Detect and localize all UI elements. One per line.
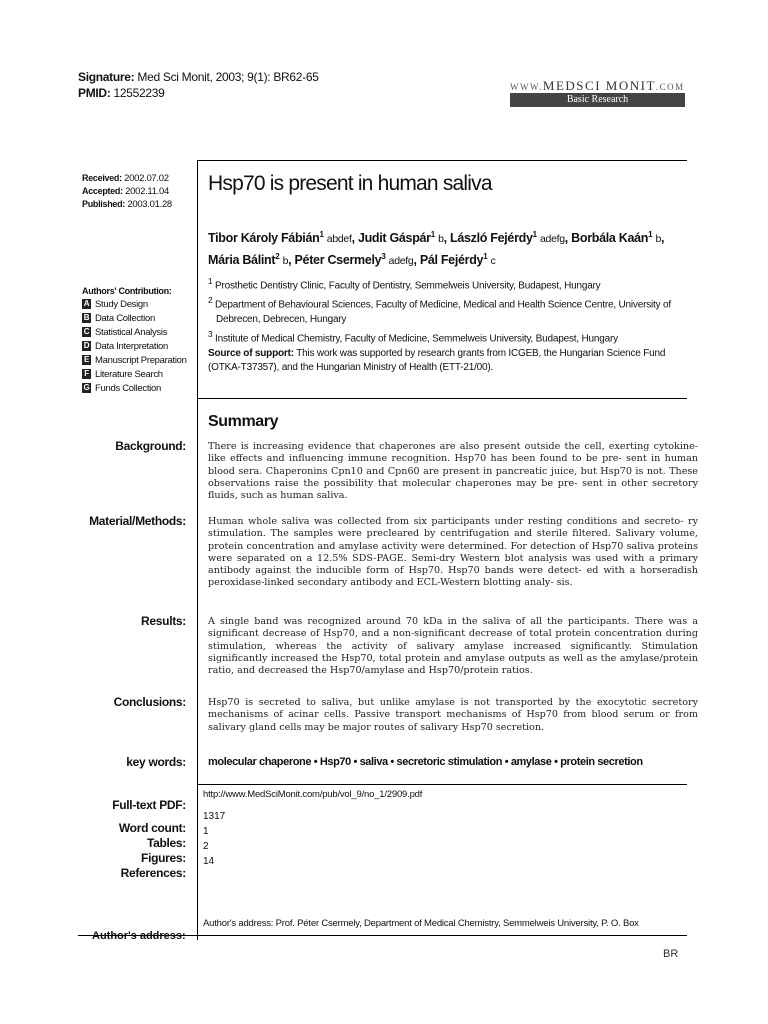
contribution-item — [82, 312, 187, 326]
keywords-label: key words: — [126, 755, 186, 769]
summary-divider — [197, 398, 687, 399]
wordcount-label: Word count: — [118, 821, 186, 835]
contribution-letter: G — [83, 383, 90, 393]
tables-label: Tables: — [146, 836, 186, 850]
summary-heading: Summary — [208, 413, 279, 430]
author-roles: adefg — [388, 255, 414, 268]
keywords-text: molecular chaperone • Hsp70 • saliva • secretoric stimulation • amylase • protein secretion — [208, 756, 643, 768]
contribution-label: Literature Search — [95, 369, 163, 380]
accepted-label: Accepted: — [82, 186, 123, 196]
results-label: Results: — [141, 614, 186, 628]
references-value: 14 — [203, 856, 215, 867]
contribution-label: Data Collection — [95, 313, 155, 324]
contribution-item — [82, 368, 187, 382]
author-affil: 1 — [648, 230, 653, 239]
accepted-date: 2002.11.04 — [125, 186, 169, 197]
affiliation-num: 3 — [208, 328, 213, 339]
methods-text: Human whole saliva was collected from six participants under resting conditions and secreto- ry stimulation. The samples were precleared by centrifugation and sterile filtered. Salivary volume, protein concentration and amylase activity were determined. For detection of Hsp70 saliva proteins were separated on a 12.5% SDS-PAGE. Semi-dry Western blot analysis was used with a primary antibody against the inducible form of Hsp70. Hsp70 bands were detect- ed with a horseradish peroxidase-linked secondary antibody and ECL-Western blotting analy- sis. — [208, 516, 698, 589]
published-label: Published: — [82, 199, 126, 209]
conclusions-text: Hsp70 is secreted to saliva, but unlike amylase is not transported by the exocytotic secretory mechanisms of acinar cells. Passive transport mechanisms of Hsp70 from blood serum or from salivary gland cells may be major routes of salivary Hsp70 secretion. — [208, 697, 698, 733]
contribution-letter: C — [83, 327, 90, 337]
author-name: Judit Gáspár — [357, 231, 431, 246]
contribution-label: Data Interpretation — [95, 341, 168, 352]
author-name: Mária Bálint — [208, 253, 276, 268]
contribution-letter: F — [82, 369, 91, 379]
pmid-label: PMID: — [78, 86, 111, 100]
source-of-support — [208, 347, 678, 375]
fulltext-label: Full-text PDF: — [112, 798, 186, 812]
pmid-value: 12552239 — [113, 86, 165, 100]
contribution-label: Funds Collection — [95, 383, 161, 394]
author-address-label: Author's address: — [92, 930, 186, 942]
author-affil: 1 — [483, 252, 488, 262]
author-roles: c — [490, 255, 496, 268]
author-name: Tibor Károly Fábián — [208, 231, 320, 246]
received-label: Received: — [82, 173, 122, 183]
affiliations — [208, 274, 688, 346]
author-address: Author's address: Prof. Péter Csermely, Department of Medical Chemistry, Semmelweis University, P. O. Box — [203, 918, 639, 929]
contribution-label: Study Design — [95, 299, 148, 310]
wordcount-value: 1317 — [203, 811, 226, 822]
contribution-label: Manuscript Preparation — [95, 355, 187, 366]
fulltext-link[interactable]: http://www.MedSciMonit.com/pub/vol_9/no_1/2909.pdf — [203, 789, 423, 800]
author-list: Tibor Károly Fábián$^1$ abdef, Judit Gáspár$^1$ b, László Fejérdy$^1$ adefg, Borbála Kaán$^1$ b, Mária Bálint$^2$ b, Péter Csermely$^3$ adefg, Pál Fejérdy$^1$ c — [208, 230, 665, 268]
conclusions-label: Conclusions: — [113, 695, 186, 709]
brand-www: WWW. — [510, 82, 543, 92]
article-title: Hsp70 is present in human saliva — [208, 172, 492, 195]
results-text: A single band was recognized around 70 kDa in the saliva of all the participants. There was a significant decrease of Hsp70, and a non-significant decrease of total protein concentration during stimulation, whereas the activity of salivary amylase increased significantly. Stimulation significantly increased the Hsp70, total protein and amylase outputs as well as the amylase/protein ratio, and decreased the Hsp70/amylase and Hsp70/protein ratios. — [208, 616, 698, 677]
author-name: László Fejérdy — [450, 231, 533, 246]
signature-value: Med Sci Monit, 2003; 9(1): BR62-65 — [137, 70, 319, 84]
signature-line — [78, 70, 319, 84]
received-date: 2002.07.02 — [124, 173, 169, 184]
author-affil: 3 — [381, 252, 386, 262]
support-label: Source of support: — [208, 348, 294, 359]
affiliation-continuation: Debrecen, Debrecen, Hungary — [216, 313, 347, 325]
author-affil: 2 — [275, 252, 280, 262]
affiliation-text: Department of Behavioural Sciences, Faculty of Medicine, Medical and Health Science Centre, University of — [215, 299, 671, 311]
vertical-divider — [197, 160, 198, 940]
author-affil: 1 — [532, 230, 537, 239]
dates-block — [82, 172, 172, 211]
references-label: References: — [120, 866, 186, 880]
contribution-item — [82, 340, 187, 354]
affiliation-num: 2 — [208, 295, 213, 306]
author-name: Pál Fejérdy — [419, 253, 484, 268]
contribution-label: Statistical Analysis — [95, 327, 168, 338]
affiliation-text: Prosthetic Dentistry Clinic, Faculty of Dentistry, Semmelweis University, Budapest, Hungary — [215, 280, 601, 292]
author-affil: 1 — [319, 230, 324, 239]
meta-divider — [197, 784, 687, 785]
figures-value: 2 — [203, 841, 209, 852]
figures-label: Figures: — [141, 851, 186, 865]
contributions-title: Authors' Contribution: — [82, 286, 172, 296]
journal-brand — [510, 78, 685, 94]
contributions-list — [82, 298, 187, 396]
author-affil: 1 — [430, 230, 435, 239]
contribution-letter: B — [83, 313, 90, 323]
methods-label: Material/Methods: — [89, 514, 186, 528]
section-tag: Basic Research — [510, 93, 685, 107]
bottom-divider — [197, 935, 687, 936]
brand-com: .COM — [655, 82, 685, 92]
contribution-letter: A — [83, 299, 90, 309]
tables-value: 1 — [203, 826, 209, 837]
contribution-item — [82, 354, 187, 368]
brand-name: MEDSCI MONIT — [542, 78, 656, 93]
background-text: There is increasing evidence that chaperones are also present outside the cell, exerting cytokine-like effects and influencing immune recognition. Hsp70 has been found to be pre- sent in human blood sera. Chaperonins Cpn10 and Cpn60 are present in pancreatic juice, but Hsp70 is not. These observations raise the possibility that molecular chaperones may be pre- sent in other secretory fluids, such as human saliva. — [208, 441, 698, 502]
author-roles: b — [438, 233, 444, 246]
page-number: BR — [663, 948, 679, 960]
author-name: Borbála Kaán — [571, 231, 649, 246]
contribution-item — [82, 326, 187, 340]
top-divider — [197, 160, 687, 161]
signature-label: Signature: — [78, 70, 135, 84]
support-text: This work was supported by research grants from ICGEB, the Hungarian Science Fund (OTKA-T37357), and the Hungarian Ministry of Health (ETT-21/00). — [208, 348, 666, 373]
author-name: Péter Csermely — [294, 253, 382, 268]
published-date: 2003.01.28 — [127, 199, 172, 210]
author-roles: adefg — [539, 233, 565, 246]
background-label: Background: — [115, 439, 186, 453]
author-roles: abdef — [326, 233, 352, 246]
pmid-line — [78, 86, 165, 100]
affiliation-text: Institute of Medical Chemistry, Faculty of Medicine, Semmelweis University, Budapest, Hungary — [215, 332, 618, 344]
contribution-letter: D — [83, 341, 90, 351]
affiliation-num: 1 — [208, 276, 213, 286]
affiliation-item — [208, 327, 688, 346]
author-roles: b — [282, 255, 289, 268]
author-roles: b — [655, 233, 661, 246]
contribution-letter: E — [83, 355, 90, 365]
contribution-item — [82, 382, 187, 396]
contribution-item — [82, 298, 187, 312]
affiliation-item — [208, 293, 688, 312]
affiliation-item — [208, 274, 688, 293]
